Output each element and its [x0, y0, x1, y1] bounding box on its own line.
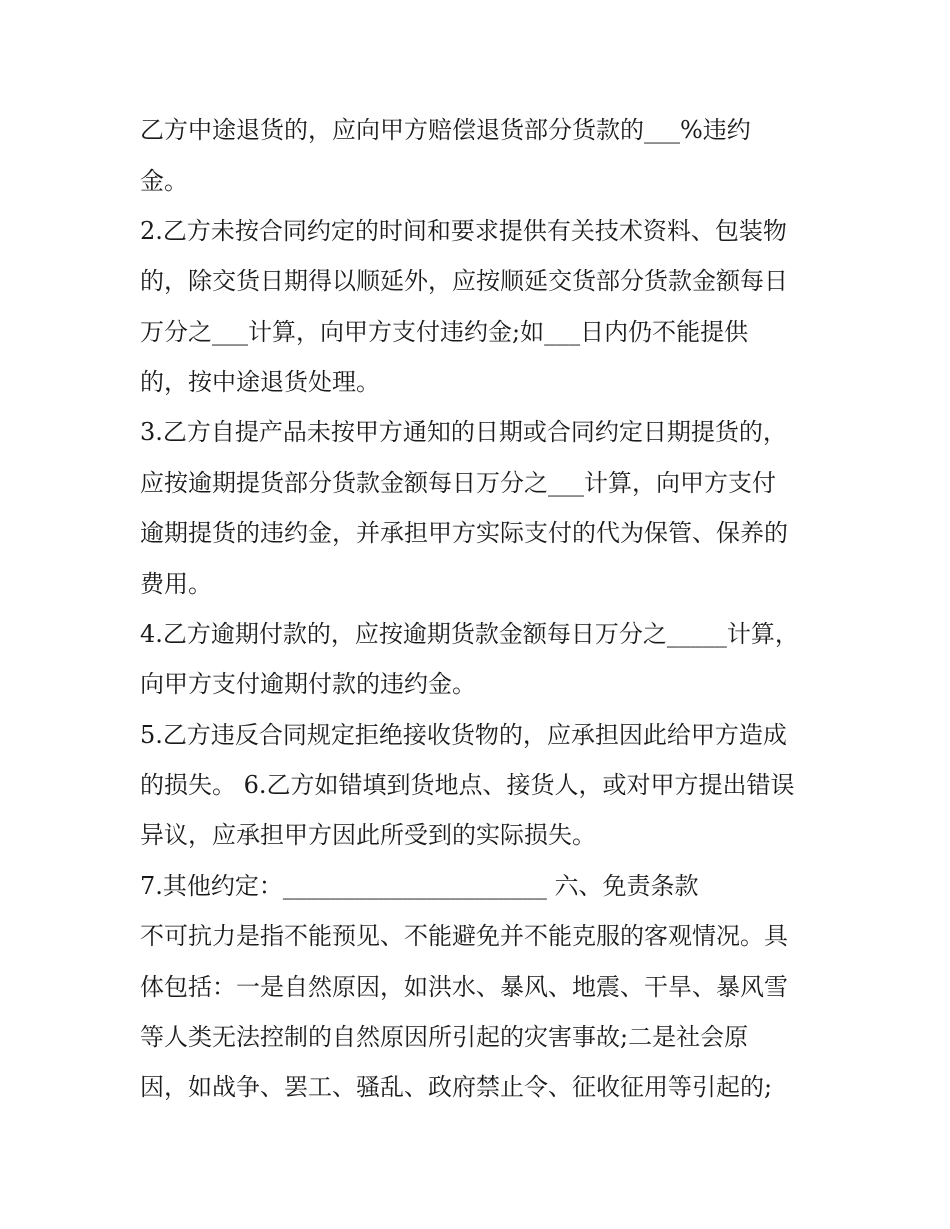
text-line: 向甲方支付逾期付款的违约金。 — [140, 670, 476, 698]
text-line: 4.乙方逾期付款的，应按逾期货款金额每日万分之_____计算， — [140, 620, 799, 648]
text-line: 等人类无法控制的自然原因所引起的灾害事故;二是社会原 — [140, 1023, 749, 1051]
text-line: 逾期提货的违约金，并承担甲方实际支付的代为保管、保养的 — [140, 519, 788, 547]
text-line: 的，按中途退货处理。 — [140, 368, 380, 396]
text-line: 乙方中途退货的，应向甲方赔偿退货部分货款的___%违约 — [140, 116, 751, 144]
text-line: 3.乙方自提产品未按甲方通知的日期或合同约定日期提货的， — [140, 418, 787, 446]
text-line: 费用。 — [140, 570, 212, 598]
text-line: 不可抗力是指不能预见、不能避免并不能克服的客观情况。具 — [140, 922, 788, 950]
text-line: 因，如战争、罢工、骚乱、政府禁止令、征收征用等引起的; — [140, 1073, 773, 1101]
text-line: 5.乙方违反合同规定拒绝接收货物的，应承担因此给甲方造成 — [140, 721, 787, 749]
text-line: 异议，应承担甲方因此所受到的实际损失。 — [140, 821, 596, 849]
text-line: 万分之___计算，向甲方支付违约金;如___日内仍不能提供 — [140, 318, 749, 346]
text-line: 7.其他约定：______________________ 六、免责条款 — [140, 872, 699, 900]
text-line: 体包括：一是自然原因，如洪水、暴风、地震、干旱、暴风雪 — [140, 973, 788, 1001]
text-line: 的，除交货日期得以顺延外，应按顺延交货部分货款金额每日 — [140, 267, 788, 295]
text-line: 应按逾期提货部分货款金额每日万分之___计算，向甲方支付 — [140, 469, 776, 497]
text-line: 的损失。 6.乙方如错填到货地点、接货人，或对甲方提出错误 — [140, 771, 795, 799]
text-line: 2.乙方未按合同约定的时间和要求提供有关技术资料、包装物 — [140, 217, 787, 245]
text-line: 金。 — [140, 167, 188, 195]
